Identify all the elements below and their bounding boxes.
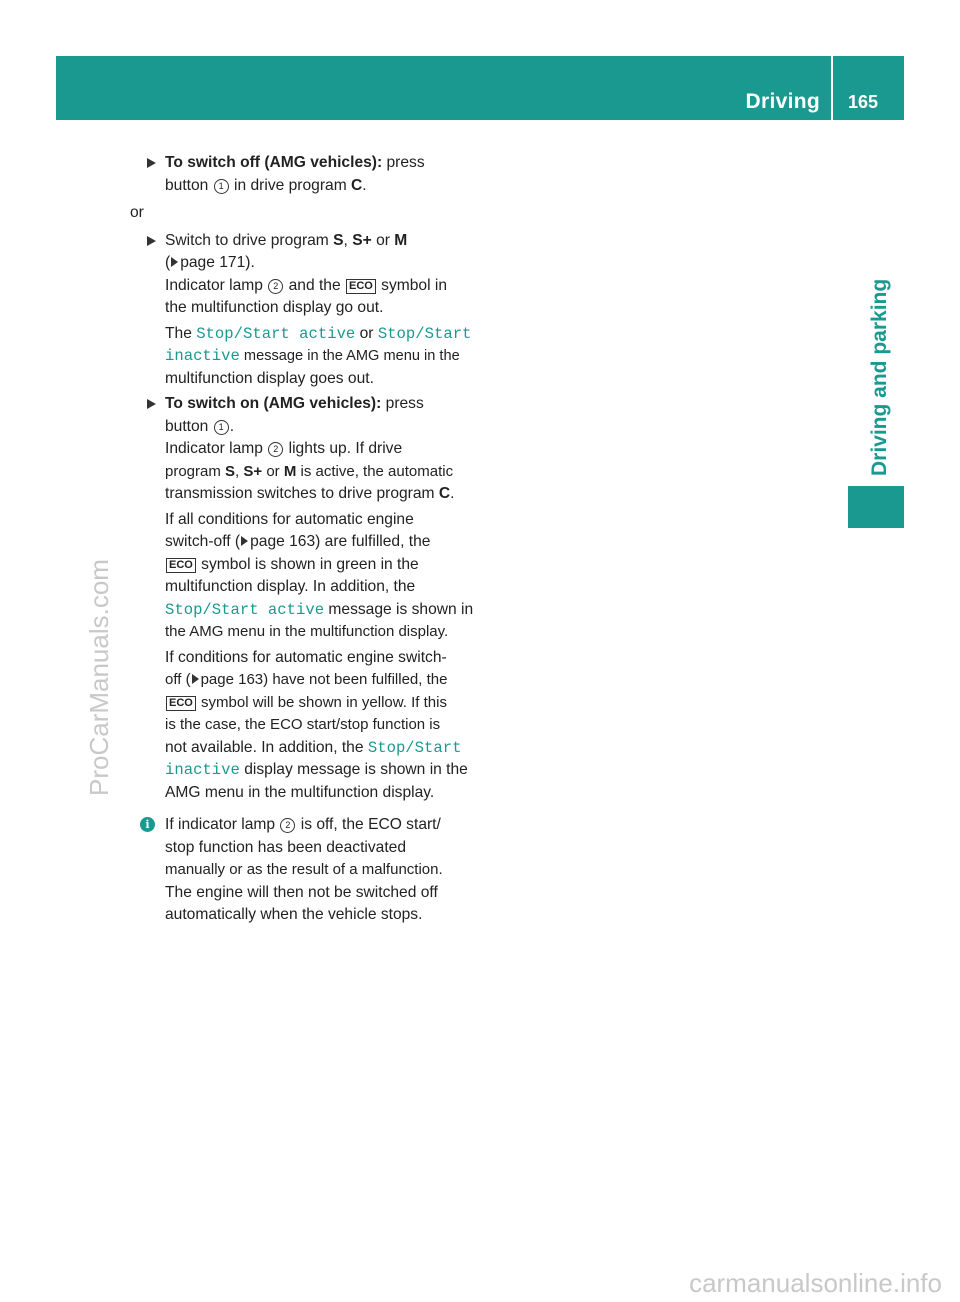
text-line [165,393,485,416]
callout-2-icon: 2 [280,818,295,833]
text: switch-off ( [165,533,241,550]
info-note [147,814,485,927]
text-line: manually or as the result of a malfunction. [165,861,443,878]
text-line [165,416,485,439]
drive-program: S+ [352,231,372,249]
text: symbol is shown in green in the [196,555,419,573]
text: button [165,176,213,194]
page-reference[interactable]: page 171 [180,254,246,271]
text: press [382,154,425,171]
drive-program: C [351,176,363,194]
display-message: Stop/Start [377,324,472,343]
text: ( [165,254,171,271]
text-line: the AMG menu in the multifunction display. [165,623,449,640]
text: is active, the automatic [296,462,454,480]
arrow-bullet-icon [147,236,156,246]
text-line [165,152,485,175]
drive-program: S+ [243,462,263,480]
text: ). [245,254,255,271]
text-line [165,692,485,715]
display-message: Stop/Start active [165,600,325,619]
text: or [355,324,378,342]
page-reference[interactable]: page 163 [250,533,316,550]
eco-icon: ECO [166,558,196,573]
text: or [262,462,284,480]
sidebar-tab-marker [848,486,904,528]
text-line [165,175,485,198]
instruction-lead: To switch on (AMG vehicles): [165,395,382,412]
drive-program: M [283,462,297,480]
text-line [165,531,485,554]
text: The [165,324,197,342]
arrow-bullet-icon [147,399,156,409]
text: and the [284,276,345,294]
text: is off, the ECO start/ [296,816,441,833]
drive-program: S [333,231,344,249]
text-line: the multifunction display go out. [165,299,384,316]
display-message: Stop/Start [367,738,462,757]
drive-program: C [438,485,451,502]
text-line [165,461,485,484]
info-icon: i [140,817,155,832]
drive-program: S [225,462,236,480]
text: or [371,231,395,249]
text: . [450,485,455,502]
text: If indicator lamp [165,816,280,833]
text: in drive program [229,176,352,194]
watermark-bottom: carmanualsonline.info [689,1268,942,1298]
display-message: inactive [165,347,240,365]
text: symbol in [376,276,448,294]
text-line [165,599,485,622]
callout-2-icon: 2 [268,279,283,294]
header-divider [831,56,833,120]
text: message in the AMG menu in the [239,348,460,364]
text: transmission switches to drive program [165,485,439,502]
text-line [165,814,485,837]
arrow-bullet-icon [147,158,156,168]
text: message is shown in [324,600,474,618]
callout-2-icon: 2 [268,442,283,457]
text: press [381,395,424,412]
text: Switch to drive program [165,231,334,249]
text-line: stop function has been deactivated [165,838,407,856]
section-title: Driving [745,90,820,113]
text: display message is shown in the [239,761,468,778]
text-line: AMG menu in the multifunction display. [165,783,435,801]
text-line [165,483,485,506]
text-line [165,759,485,782]
display-message: Stop/Start active [196,324,356,343]
text-line: multifunction display goes out. [165,369,374,387]
callout-1-icon: 1 [214,179,229,194]
callout-1-icon: 1 [214,420,229,435]
instruction-lead: To switch off (AMG vehicles): [165,154,383,171]
text-line [165,252,485,275]
text-line [165,345,485,368]
text-line [165,737,485,760]
text: button [165,417,213,435]
display-message: inactive [165,761,240,779]
text-line: The engine will then not be switched off [165,883,438,901]
text-line [165,275,485,298]
text: not available. In addition, the [165,738,368,756]
page-content [130,152,485,927]
text-line [165,438,485,461]
eco-icon: ECO [166,696,196,711]
instruction-switch-off [147,152,485,197]
page-reference-arrow-icon [192,674,199,684]
text: program [165,462,226,480]
drive-program: M [394,231,408,249]
text-line [165,669,485,692]
page-number: 165 [847,92,878,112]
header-bar [56,56,904,120]
text-line [165,554,485,577]
text-line [165,323,485,346]
eco-icon: ECO [346,279,376,294]
instruction-switch-program [147,230,485,391]
page-reference-arrow-icon [171,257,178,267]
text-line: is the case, the ECO start/stop function is [165,716,441,733]
sidebar-section-label: Driving and parking [868,278,891,476]
page-reference[interactable]: page 163 [200,671,264,688]
text: . [229,417,235,435]
watermark-vertical: ProCarManuals.com [84,559,114,796]
text: off ( [165,671,191,688]
text: ) are fulfilled, the [315,533,431,550]
text: . [362,176,367,194]
text-line: multifunction display. In addition, the [165,578,416,595]
text-line: automatically when the vehicle stops. [165,906,423,923]
text: , [235,462,244,480]
text: lights up. If drive [284,440,403,457]
page-reference-arrow-icon [241,536,248,546]
text-line [165,230,485,253]
or-separator: or [130,204,144,221]
text: ) have not been fulfilled, the [263,671,448,688]
text: Indicator lamp [165,276,268,294]
text: , [343,231,353,249]
text-line: If all conditions for automatic engine [165,510,414,528]
text-line: If conditions for automatic engine switch- [165,648,447,666]
instruction-switch-on [147,393,485,804]
text: Indicator lamp [165,440,268,457]
text: symbol will be shown in yellow. If this [196,693,447,711]
